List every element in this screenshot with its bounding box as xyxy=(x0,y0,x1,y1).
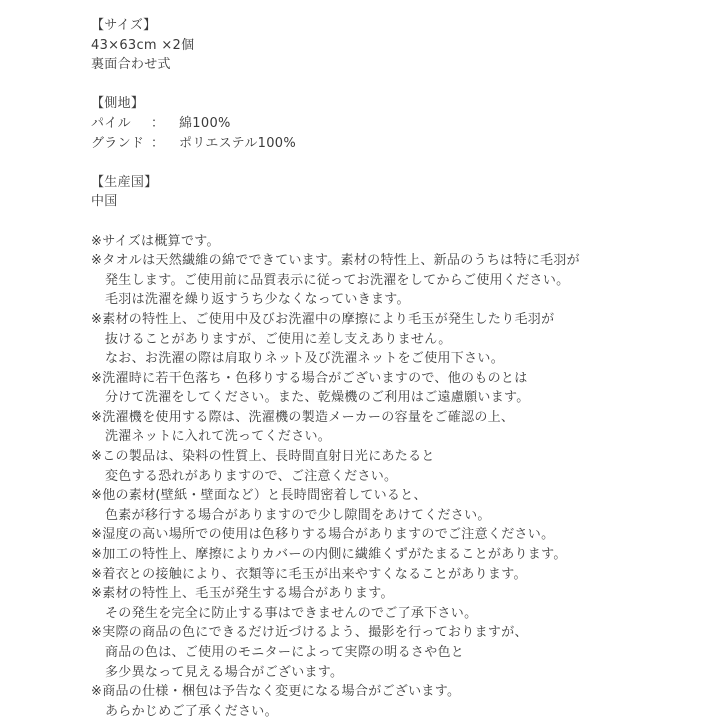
origin-value: 中国 xyxy=(91,194,118,210)
note-line: その発生を完全に防止する事はできませんのでご了承下さい。 xyxy=(105,605,478,621)
material-label: グランド xyxy=(91,135,145,151)
note-line: ※実際の商品の色にできるだけ近づけるよう、撮影を行っておりますが、 xyxy=(91,625,528,641)
material-row-pile xyxy=(91,114,701,134)
material-value: 綿100% xyxy=(179,115,231,131)
note-line: ※サイズは概算です。 xyxy=(91,233,220,249)
note-line: あらかじめご了承ください。 xyxy=(105,703,278,719)
origin-heading: 【生産国】 xyxy=(91,174,158,190)
spacer xyxy=(91,212,701,232)
note-line: ※商品の仕様・梱包は予告なく変更になる場合がございます。 xyxy=(91,684,461,700)
note-line: 多少異なって見える場合がございます。 xyxy=(105,664,344,680)
note-line: 毛羽は洗濯を繰り返すうち少なくなっていきます。 xyxy=(105,292,410,308)
note-line: ※素材の特性上、ご使用中及びお洗濯中の摩擦により毛玉が発生したり毛羽が xyxy=(91,311,555,327)
note-line: 色素が移行する場合がありますので少し隙間をあけてください。 xyxy=(105,507,491,523)
size-dimensions: 43×63cm ×2個 xyxy=(91,37,195,53)
note-line: 変色する恐れがありますので、ご注意ください。 xyxy=(105,468,398,484)
note-line: ※素材の特性上、毛玉が発生する場合があります。 xyxy=(91,586,394,602)
note-line: 抜けることがありますが、ご使用に差し支えありません。 xyxy=(105,331,452,347)
note-line: 洗濯ネットに入れて洗ってください。 xyxy=(105,429,332,445)
note-line: 商品の色は、ご使用のモニターによって実際の明るさや色と xyxy=(105,645,465,660)
note-line: ※加工の特性上、摩擦によりカバーの内側に繊維くずがたまることがあります。 xyxy=(91,547,567,563)
note-line: 発生します。ご使用前に品質表示に従ってお洗濯をしてからご使用ください。 xyxy=(105,272,570,288)
note-line: ※洗濯機を使用する際は、洗濯機の製造メーカーの容量をご確認の上、 xyxy=(91,409,515,425)
material-value: ポリエステル100% xyxy=(179,135,296,151)
note-line: なお、お洗濯の際は肩取りネット及び洗濯ネットをご使用下さい。 xyxy=(105,351,505,367)
note-line: ※タオルは天然繊維の綿でできています。素材の特性上、新品のうちは特に毛羽が xyxy=(91,253,580,269)
material-separator: ： xyxy=(151,135,165,151)
note-line: ※洗濯時に若干色落ち・色移りする場合がございますので、他のものとは xyxy=(91,370,528,386)
material-label: パイル xyxy=(91,115,131,131)
note-line: 分けて洗濯をしてください。また、乾燥機のご利用はご遠慮願います。 xyxy=(105,390,530,406)
material-separator: ： xyxy=(151,115,165,131)
spacer xyxy=(91,75,701,95)
size-heading: 【サイズ】 xyxy=(91,18,157,33)
material-heading: 【側地】 xyxy=(91,96,145,112)
material-row-ground xyxy=(91,134,701,154)
note-line: ※この製品は、染料の性質上、長時間直射日光にあたると xyxy=(91,449,435,465)
note-line: ※着衣との接触により、衣類等に毛玉が出来やすくなることがあります。 xyxy=(91,566,527,582)
size-type: 裏面合わせ式 xyxy=(91,57,171,73)
note-line: ※他の素材(壁紙・壁面など）と長時間密着していると、 xyxy=(91,488,427,504)
notes-list xyxy=(91,232,701,721)
note-line: ※湿度の高い場所での使用は色移りする場合がありますのでご注意ください。 xyxy=(91,527,555,543)
spacer xyxy=(91,153,701,173)
product-spec-document xyxy=(91,16,701,721)
